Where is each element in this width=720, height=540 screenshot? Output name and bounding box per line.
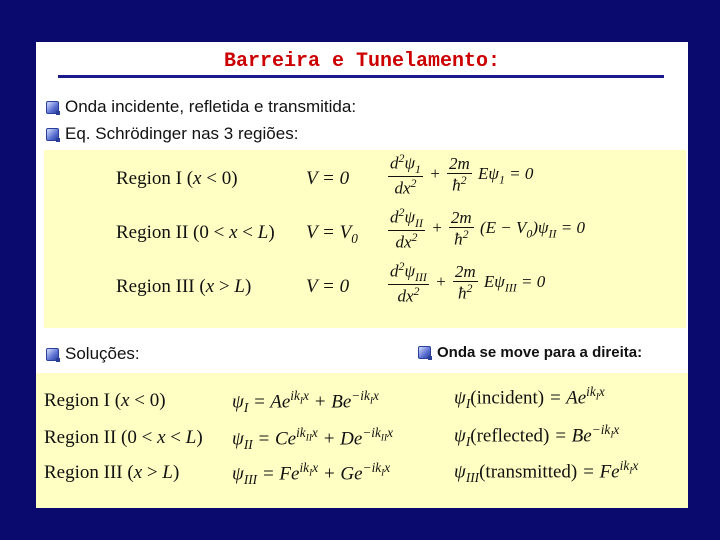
bullet-text: Onda se move para a direita: [437,344,643,361]
sol-region-label: Region III (x > L) [44,462,180,483]
wave-incident: $\psi_I(incident) = Ae^{ik_Ix}$ [454,384,605,412]
wave-reflected: $\psi_I(reflected) = Be^{-ik_Ix}$ [454,422,620,450]
slide-title: Barreira e Tunelamento: [223,50,501,73]
eq-schrodinger-3: $\frac{d^2\psi_{III}}{dx^2}$ + $\frac{2m}{ħ^2}$ $E\psi_{III} = 0$ [390,259,546,306]
sol-region-label: Region II (0 < x < L) [44,427,203,448]
bullet-right-moving [418,344,642,361]
eq-region-label: Region II (0 < x < L) [116,222,275,243]
square-bullet-icon [418,346,431,359]
bullet-text: Eq. Schrödinger nas 3 regiões: [65,124,299,143]
eq-schrodinger-2: $\frac{d^2\psi_{II}}{dx^2}$ + $\frac{2m}{ħ^2}$ $(E - V_0)\psi_{II} = 0$ [390,205,585,252]
bullet-text: Soluções: [65,344,140,363]
square-bullet-icon [46,101,59,114]
sol-equation-1: $\psi_I = Ae^{ik_Ix} + Be^{-ik_Ix}$ [232,388,379,416]
bullet-solutions [46,344,140,364]
square-bullet-icon [46,348,59,361]
bullet-waves [46,97,356,117]
wave-transmitted: $\psi_{III}(transmitted) = Fe^{ik_Ix}$ [454,458,639,486]
eq-region-label: Region III (x > L) [116,276,252,297]
sol-equation-3: $\psi_{III} = Fe^{ik_Ix} + Ge^{-ik_Ix}$ [232,460,391,488]
eq-region-label: Region I (x < 0) [116,168,238,189]
eq-potential: V = 0 [306,168,350,189]
eq-potential: V = 0 [306,276,350,297]
eq-potential: $V = V_0$ [306,222,358,246]
square-bullet-icon [46,128,59,141]
sol-equation-2: $\psi_{II} = Ce^{ik_{II}x} + De^{-ik_{II}x}$ [232,425,393,453]
title-underline [58,75,664,78]
sol-region-label: Region I (x < 0) [44,390,166,411]
bullet-text: Onda incidente, refletida e transmitida: [65,97,357,116]
eq-schrodinger-1: $\frac{d^2\psi_1}{dx^2}$ + $\frac{2m}{ħ^2}$ $E\psi_1 = 0$ [390,151,534,198]
bullet-schrodinger [46,124,298,144]
